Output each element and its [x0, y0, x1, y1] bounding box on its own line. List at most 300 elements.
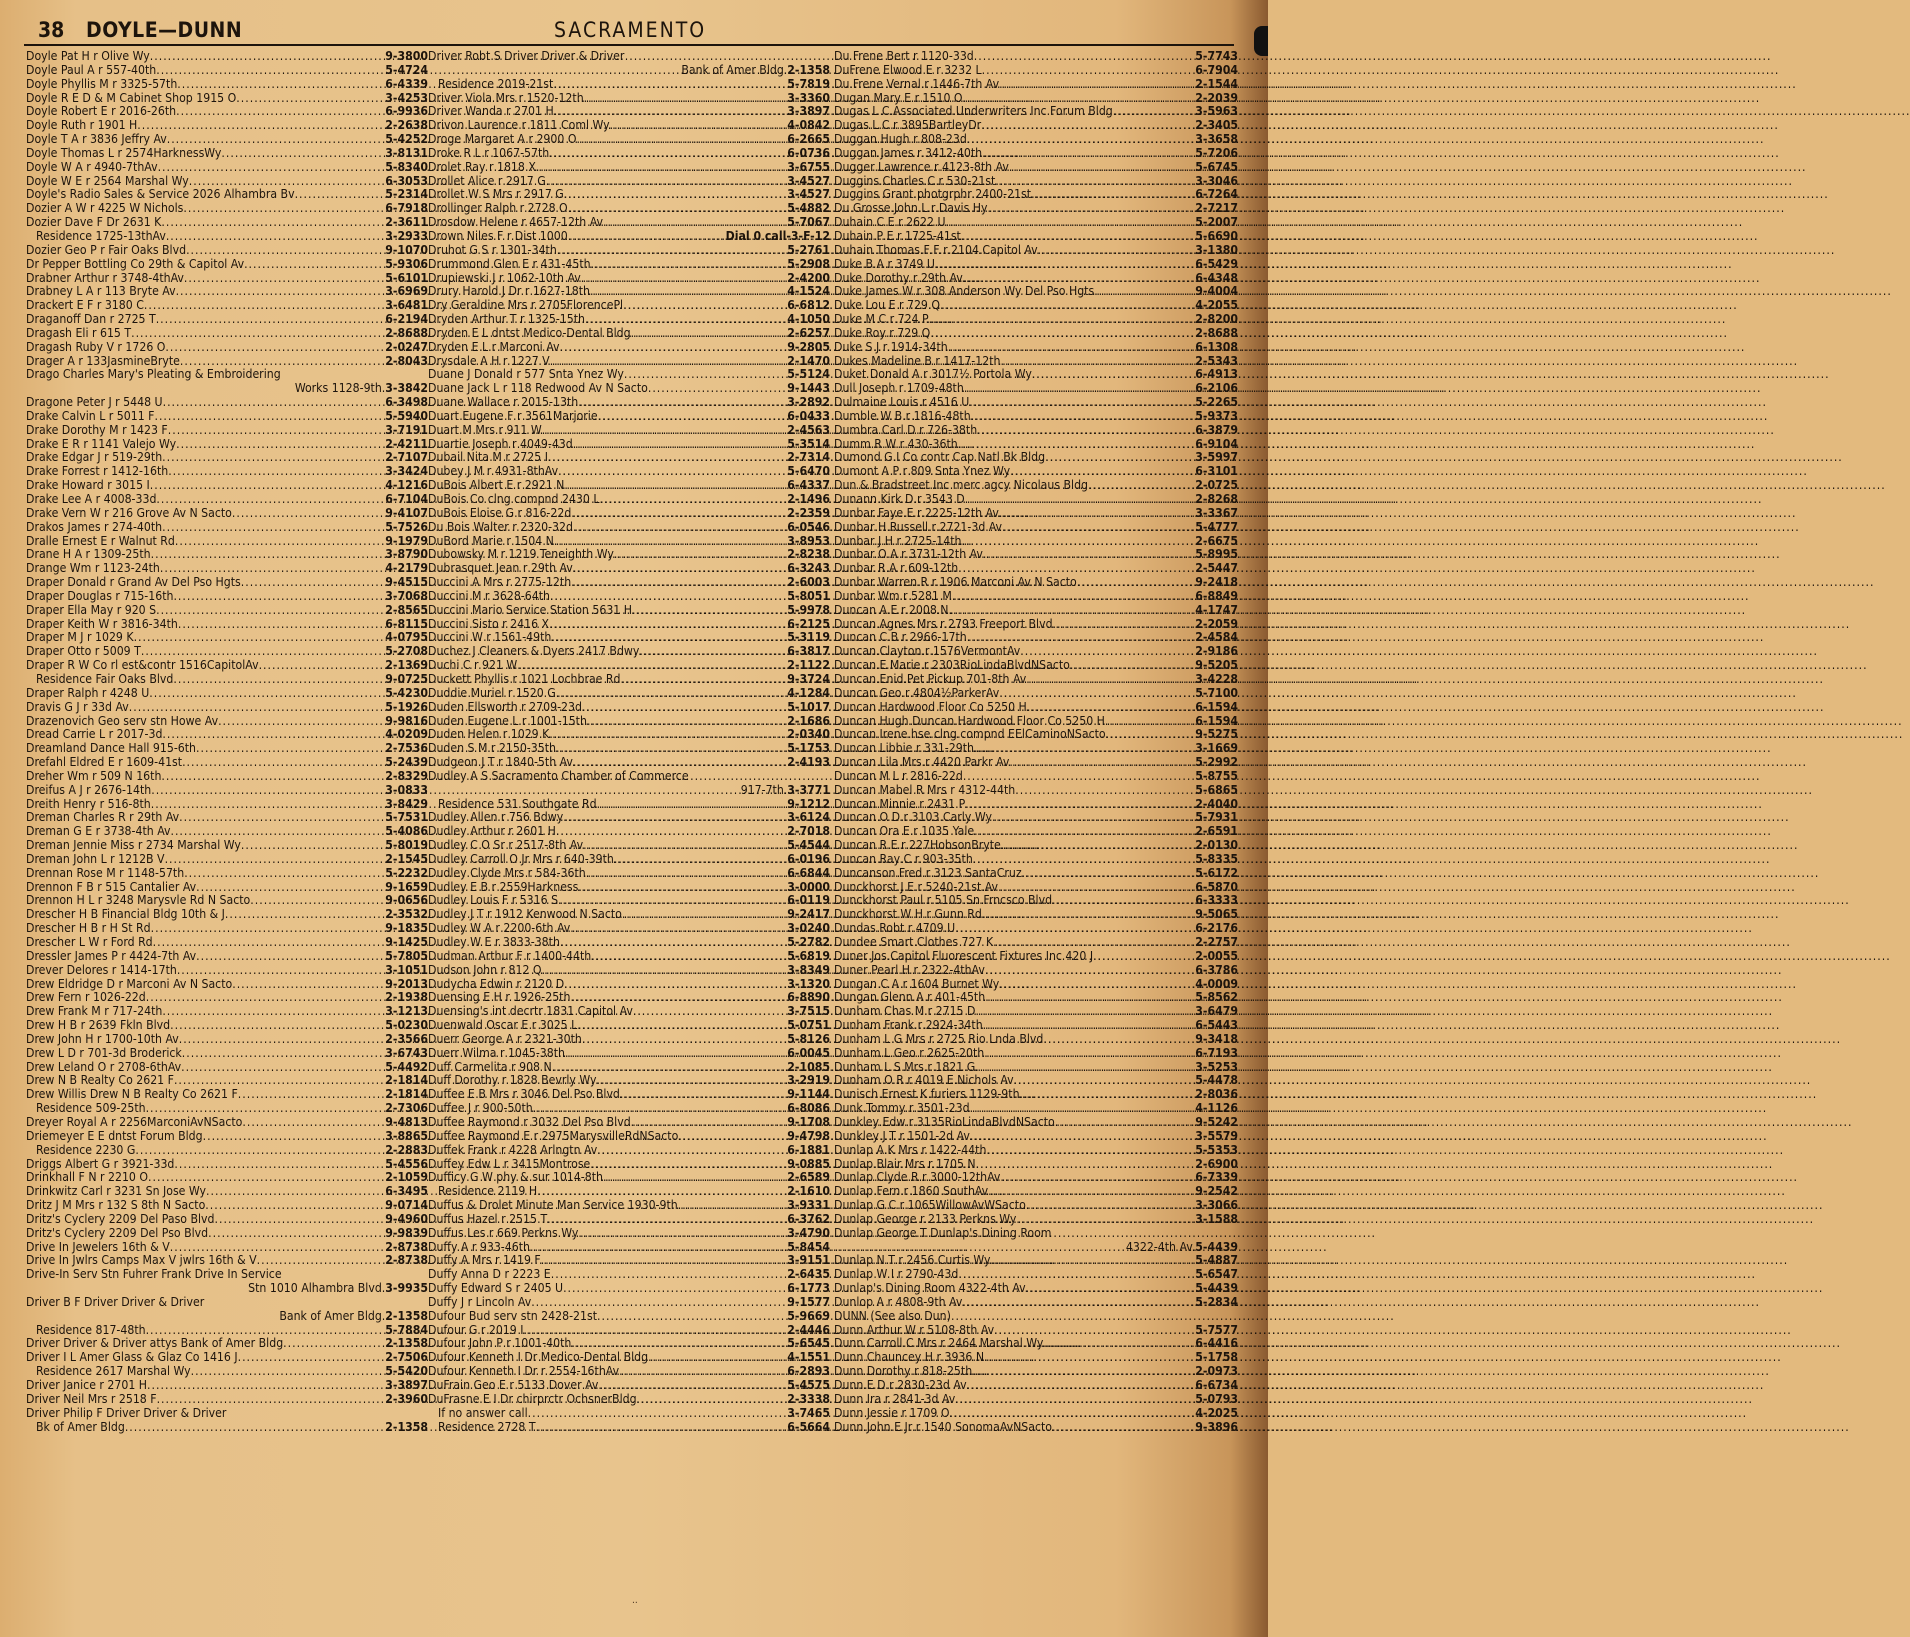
phone-number: 2-3611 [385, 215, 428, 230]
listing-name: Droge Margaret A r 2900 O [428, 132, 577, 147]
leader-dots [587, 715, 787, 729]
leader-dots [177, 964, 385, 978]
leader-dots [156, 493, 385, 507]
listing-row [834, 978, 1238, 992]
listing-row [428, 92, 830, 106]
phone-number: 9-4798 [787, 1128, 830, 1143]
phone-number: 6-2176 [1195, 921, 1238, 936]
listing-name: Dunn E D r 2830-23d Av [834, 1378, 967, 1392]
listing-name: Dunbar R A r 609-12th [834, 561, 959, 576]
leader-dots [177, 78, 385, 92]
leader-dots [146, 1324, 386, 1338]
leader-dots [156, 604, 385, 618]
phone-number: 9-5275 [1195, 727, 1238, 742]
leader-dots [590, 1158, 787, 1172]
phone-number: 2-2059 [1195, 616, 1238, 631]
listing-name: If no answer call [438, 1405, 528, 1420]
listing-name: DuBois Eloise G r 816-22d [428, 505, 572, 520]
phone-number: 5-8126 [787, 1031, 830, 1046]
leader-dots [147, 1379, 385, 1393]
listing-name: Draper Donald r Grand Av Del Pso Hgts [26, 575, 241, 590]
listing-row [26, 119, 428, 133]
phone-number: 5-1017 [787, 699, 830, 714]
listing-name: Dugas L C Associated Underwriters Inc Forum Bldg [834, 104, 1113, 119]
leader-dots [977, 424, 1195, 438]
listing-row [26, 78, 428, 92]
listing-name: Drabney L A r 113 Bryte Av [26, 284, 176, 299]
leader-dots [160, 562, 385, 576]
leader-dots [1077, 576, 1196, 590]
listing-row [26, 285, 428, 299]
listing-name: Driver Viola Mrs r 1520-12th [428, 90, 584, 105]
phone-number: 5-4439 [1195, 1239, 1238, 1254]
phone-number: 3-1380 [1195, 242, 1238, 257]
leader-dots [970, 1102, 1196, 1116]
listing-row [26, 299, 428, 313]
listing-row [834, 438, 1238, 452]
leader-dots [639, 645, 787, 659]
listing-name: Duke Roy r 729 Q [834, 325, 931, 340]
phone-number: 2-8268 [1195, 492, 1238, 506]
listing-row [428, 313, 830, 327]
listing-name: Duket Donald A r 3017½ Portola Wy [834, 367, 1032, 382]
listing-row [834, 673, 1238, 687]
leader-dots [184, 867, 385, 881]
phone-number: 6-4348 [1195, 270, 1238, 285]
phone-number: 2-7536 [385, 741, 428, 756]
listing-name: Residence 2728 T [438, 1419, 536, 1434]
listing-row [834, 410, 1238, 424]
listing-row [834, 1351, 1238, 1365]
leader-dots [571, 1337, 787, 1351]
leader-dots [144, 299, 385, 313]
listing-name: Dudycha Edwin r 2120 D [428, 976, 565, 991]
listing-name: Duhain P E r 1725-41st [834, 228, 961, 243]
listing-row [428, 396, 830, 410]
leader-dots [536, 161, 787, 175]
listing-name: Dunham Chas M r 2715 D [834, 1004, 976, 1019]
leader-dots [597, 1074, 788, 1088]
listing-row [834, 936, 1238, 950]
phone-number: 6-7104 [385, 492, 428, 506]
listing-name: Dudley J T r 1912 Kenwood N Sacto [428, 907, 622, 922]
listing-name: Dudgeon J T r 1840-5th Av [428, 755, 573, 770]
listing-row [834, 1074, 1238, 1088]
listing-row [834, 1033, 1238, 1047]
listing-name: Drollet W S Mrs r 2917 G [428, 187, 564, 202]
listing-name: DuFrene Elwood E r 3232 L [834, 62, 982, 77]
listing-row [26, 479, 428, 493]
phone-number: 6-7339 [1195, 1170, 1238, 1185]
listing-row [834, 576, 1238, 590]
phone-number: 3-1051 [385, 962, 428, 977]
leader-dots [995, 175, 1195, 189]
leader-dots [148, 1171, 385, 1185]
leader-dots [1105, 715, 1195, 729]
listing-name: DuFrain Geo E r 5133 Dover Av [428, 1378, 599, 1392]
listing-name: Bk of Amer Bldg [36, 1419, 125, 1434]
listing-name: Duccini Sisto r 2416 X [428, 616, 550, 631]
listing-name: Drew N B Realty Co 2621 F [26, 1073, 174, 1088]
phone-number: 5-8335 [1195, 851, 1238, 866]
leader-dots [619, 1365, 787, 1379]
leader-dots [983, 1019, 1196, 1033]
leader-dots [551, 1268, 788, 1282]
listing-row [26, 1241, 428, 1255]
listing-row [26, 1033, 428, 1047]
listing-row [834, 798, 1238, 812]
leader-dots [994, 1324, 1195, 1338]
phone-number: 6-5664 [787, 1419, 830, 1434]
listing-row [428, 1407, 830, 1421]
listing-name: Duffee J r 900-50th [428, 1101, 533, 1116]
phone-number: 3-7465 [787, 1405, 830, 1420]
phone-number: 4-0795 [385, 630, 428, 645]
listing-row [26, 1047, 428, 1061]
listing-row [26, 631, 428, 645]
listing-name: Dunlap Blair Mrs r 1705 N [834, 1156, 976, 1171]
leader-dots [528, 1407, 788, 1421]
phone-number: 9-9839 [385, 1225, 428, 1240]
leader-dots [530, 1241, 787, 1255]
phone-number: 6-5443 [1195, 1018, 1238, 1033]
phone-number: 6-0196 [787, 851, 830, 866]
phone-number: 3-2933 [385, 228, 428, 243]
leader-dots [225, 908, 385, 922]
leader-dots [549, 618, 787, 632]
listing-name: Dubail Nita M r 2725 I [428, 450, 548, 465]
leader-dots [1088, 479, 1195, 493]
listing-name: Dritz's Cyclery 2209 Del Pso Blvd [26, 1225, 209, 1240]
leader-dots [591, 950, 787, 964]
listing-row [428, 272, 830, 286]
leader-dots [1026, 673, 1195, 687]
listing-row [428, 728, 830, 742]
phone-number: 6-0546 [787, 519, 830, 534]
leader-dots [678, 1130, 787, 1144]
listing-name: Dragash Ruby V r 1726 O [26, 339, 166, 354]
listing-row [834, 507, 1238, 521]
listing-row [26, 687, 428, 701]
listing-name: Duart Eugene F r 3561Marjorie [428, 408, 598, 423]
leader-dots [975, 1005, 1195, 1019]
listing-name: Duncan Ray C r 903-35th [834, 851, 973, 866]
listing-name: Duncan Hardwood Floor Co 5250 H [834, 699, 1027, 714]
leader-dots [940, 299, 1195, 313]
leader-dots [573, 562, 787, 576]
listing-row [428, 991, 830, 1005]
phone-number: 6-4337 [787, 478, 830, 493]
listing-name: Duncan A E r 2008 N [834, 602, 949, 617]
phone-number: 5-4439 [1195, 1281, 1238, 1296]
phone-number: 4-1524 [787, 284, 830, 299]
phone-number: 5-6745 [1195, 159, 1238, 174]
phone-number: 5-6545 [787, 1336, 830, 1351]
phone-number: 6-3817 [787, 644, 830, 659]
listing-row [26, 327, 428, 341]
leader-dots [560, 936, 787, 950]
listing-row [834, 1061, 1238, 1075]
phone-number: 5-9669 [787, 1308, 830, 1323]
listing-row [834, 1324, 1238, 1338]
listing-name: Doyle's Radio Sales & Service 2026 Alhambra Bv [26, 187, 295, 202]
listing-name: Duner Pearl H r 2322-4thAv [834, 962, 985, 977]
phone-number: 9-4515 [385, 575, 428, 590]
phone-number: 2-3405 [1195, 118, 1238, 133]
phone-number: 2-3532 [385, 907, 428, 922]
leader-dots [967, 1379, 1196, 1393]
leader-dots [564, 978, 787, 992]
leader-dots [1055, 1116, 1196, 1130]
phone-number: 5-3514 [787, 436, 830, 451]
phone-number: 2-1470 [787, 353, 830, 368]
listing-name: Dun & Bradstreet Inc merc agcy Nicolaus Bldg [834, 478, 1089, 493]
leader-dots [533, 1102, 788, 1116]
listing-name: Draganoff Dan r 2725 T [26, 312, 156, 327]
leader-dots [182, 1047, 386, 1061]
leader-dots [241, 576, 386, 590]
leader-dots [648, 382, 787, 396]
phone-number: 9-5242 [1195, 1114, 1238, 1129]
listing-name: Residence 531 Southgate Rd [438, 796, 597, 811]
leader-dots [1070, 659, 1195, 673]
listing-row [834, 1365, 1238, 1379]
leader-dots [948, 604, 1195, 618]
phone-number: 3-8131 [385, 145, 428, 160]
listing-row [428, 1227, 830, 1241]
phone-number: 4-1551 [787, 1350, 830, 1365]
listing-name: Duggan James r 3412-40th [834, 145, 983, 160]
phone-number: 6-0433 [787, 408, 830, 423]
listing-row [834, 742, 1238, 756]
phone-number: 3-6481 [385, 298, 428, 313]
listing-name: Duncanson Fred r 3123 SantaCruz [834, 865, 1022, 880]
leader-dots [988, 1185, 1195, 1199]
listing-row [428, 701, 830, 715]
leader-dots [167, 133, 386, 147]
listing-name: Duncan Lila Mrs r 4420 Parkr Av [834, 755, 1010, 770]
listing-name: Drabner Arthur r 3748-4thAv [26, 270, 184, 285]
listing-name: Duke Lou E r 729 Q [834, 298, 940, 313]
listing-name: Dunbar J H r 2725-14th [834, 533, 962, 548]
listing-row [834, 230, 1238, 244]
listing-row [26, 562, 428, 576]
listing-name: Drive-In Serv Stn Fuhrer Frank Drive In Service [26, 1267, 282, 1282]
listing-row [428, 355, 830, 369]
listing-row [428, 1033, 830, 1047]
listing-row [26, 1116, 428, 1130]
listing-row [834, 770, 1238, 784]
leader-dots [568, 230, 726, 244]
listing-name: Duncan M L r 2816-22d [834, 768, 963, 783]
phone-number: 4-1126 [1195, 1101, 1238, 1116]
phone-number: 3-3424 [385, 464, 428, 479]
listing-row [834, 964, 1238, 978]
listing-row [26, 1310, 428, 1324]
listing-name: Dunkley Edw r 3135RioLindaBlvdNSacto [834, 1114, 1055, 1129]
leader-dots [591, 258, 788, 272]
listing-name: Duffee E B Mrs r 3046 Del Pso Blvd [428, 1087, 620, 1102]
listing-name: Doyle Paul A r 557-40th [26, 62, 157, 77]
listing-row [834, 1005, 1238, 1019]
phone-number: 2-1938 [385, 990, 428, 1005]
listing-name: Dunham L G Mrs r 2725 Rio Lnda Blvd [834, 1031, 1044, 1046]
leader-dots [998, 881, 1195, 895]
leader-dots [542, 964, 788, 978]
listing-name: Du Frene Vernal r 1446-7th Av [834, 76, 1000, 91]
leader-dots [196, 950, 385, 964]
listing-row [834, 922, 1238, 936]
leader-dots [963, 770, 1195, 784]
listing-name: Dunlap W I r 2790-43d [834, 1267, 959, 1282]
listing-row [428, 576, 830, 590]
listing-row [834, 1185, 1238, 1199]
listing-row [428, 825, 830, 839]
listing-row [428, 1158, 830, 1172]
listing-row [834, 825, 1238, 839]
listing-name: Driemeyer E E dntst Forum Bldg [26, 1128, 203, 1143]
listing-name: Duncan Geo r 4804½ParkerAv [834, 685, 1000, 700]
listing-row [26, 451, 428, 465]
listing-name: Drinkwitz Carl r 3231 Sn Jose Wy [26, 1184, 207, 1199]
phone-number: 6-2125 [787, 616, 830, 631]
leader-dots [631, 327, 788, 341]
listing-name: DuBois Co clng compnd 2430 L [428, 492, 600, 506]
listing-name: Drescher H B r H St Rd [26, 921, 151, 936]
listing-name: Draper M J r 1029 K [26, 630, 134, 645]
phone-number: 6-5429 [1195, 256, 1238, 271]
listing-row [26, 645, 428, 659]
leader-dots [257, 1254, 386, 1268]
listing-row [428, 1421, 830, 1435]
leader-dots [150, 479, 386, 493]
listing-name: Dumond G I Co contr Cap Natl Bk Bldg [834, 450, 1046, 465]
listing-name: Dudley W A r 2200-6th Av [428, 921, 571, 936]
phone-number: 3-2892 [787, 395, 830, 410]
directory-column-1 [26, 50, 428, 1630]
listing-row [834, 562, 1238, 576]
phone-number: 6-1308 [1195, 339, 1238, 354]
phone-number: 2-7306 [385, 1101, 428, 1116]
leader-dots [1015, 784, 1195, 798]
listing-row [428, 908, 830, 922]
phone-number: 2-7314 [787, 450, 830, 465]
phone-number: 5-4777 [1195, 519, 1238, 534]
listing-name: Doyle Pat H r Olive Wy [26, 49, 150, 63]
listing-name: Duncan Enid Pet Pickup 701-8th Av [834, 671, 1027, 686]
listing-name: Dunlap Clyde R r 3000-12thAv [834, 1170, 1001, 1185]
listing-row [834, 535, 1238, 549]
phone-number: 5-8755 [1195, 768, 1238, 783]
phone-number: 5-8051 [787, 588, 830, 603]
leader-dots [549, 728, 787, 742]
listing-row [26, 230, 428, 244]
leader-dots [571, 507, 787, 521]
listing-name: Driggs Albert G r 3921-33d [26, 1156, 175, 1171]
phone-number: 6-5870 [1195, 879, 1238, 894]
phone-number: 5-3119 [787, 630, 830, 645]
phone-number: 2-3960 [385, 1391, 428, 1406]
listing-name: Dunn Chauncey H r 3936 N [834, 1350, 985, 1365]
listing-row [26, 825, 428, 839]
listing-row [26, 313, 428, 327]
leader-dots [930, 327, 1195, 341]
phone-number: 2-8043 [385, 353, 428, 368]
listing-name: Drive In Jwlrs Camps Max V jwlrs 16th & V [26, 1253, 257, 1268]
listing-row [834, 1213, 1238, 1227]
phone-number: Dial 0 call-3-F-12 [725, 228, 830, 243]
phone-number: 2-1358 [385, 1308, 428, 1323]
listing-name: Dunk Tommy r 3501-23d [834, 1101, 970, 1116]
leader-dots [1002, 521, 1195, 535]
leader-dots [583, 839, 787, 853]
listing-name: Droke R L r 1067-57th [428, 145, 550, 160]
phone-number: 5-7206 [1195, 145, 1238, 160]
listing-row [26, 1407, 428, 1421]
listing-row [834, 1116, 1238, 1130]
listing-name: Dufour G r 2019 I [428, 1322, 524, 1337]
listing-row [834, 908, 1238, 922]
phone-number: 5-4086 [385, 824, 428, 839]
leader-dots [948, 341, 1196, 355]
phone-number: 5-2834 [1195, 1294, 1238, 1309]
leader-dots [158, 161, 386, 175]
listing-row [428, 133, 830, 147]
listing-name: Duncan Agnes Mrs r 2793 Freeport Blvd [834, 616, 1053, 631]
listing-row [26, 368, 428, 382]
listing-row [834, 659, 1238, 673]
listing-row [834, 368, 1238, 382]
listing-name: Driver I L Amer Glass & Glaz Co 1416 J [26, 1350, 238, 1365]
listing-name: Drennon F B r 515 Cantalier Av [26, 879, 197, 894]
phone-number: 5-7884 [385, 1322, 428, 1337]
leader-dots [582, 1033, 787, 1047]
listing-name: Dreman Charles R r 29th Av [26, 810, 180, 825]
phone-number: 6-0736 [787, 145, 830, 160]
listing-name: Duerr George A r 2321-30th [428, 1031, 582, 1046]
listing-row [428, 1074, 830, 1088]
leader-dots [196, 881, 385, 895]
leader-dots [1038, 244, 1196, 258]
listing-name: Duccini A Mrs r 2775-12th [428, 575, 572, 590]
listing-row [834, 327, 1238, 341]
leader-dots [578, 1227, 787, 1241]
listing-name: Duccini W r 1561-49th [428, 630, 552, 645]
listing-name: Dunbar Faye E r 2225-12th Av [834, 505, 999, 520]
phone-number: 2-9186 [1195, 644, 1238, 659]
leader-dots [523, 1324, 787, 1338]
listing-row [26, 811, 428, 825]
listing-name: Drive In Jewelers 16th & V [26, 1239, 170, 1254]
phone-number: 6-1594 [1195, 699, 1238, 714]
listing-row [428, 216, 830, 230]
listing-row [834, 715, 1238, 729]
listing-row [428, 105, 830, 119]
listing-name: Duffy Anna D r 2223 E [428, 1267, 551, 1282]
phone-number: 2-2883 [385, 1142, 428, 1157]
leader-dots [236, 92, 385, 106]
phone-number: 4-0842 [787, 118, 830, 133]
listing-name: Duncan Hugh Duncan Hardwood Floor Co 5250 H [834, 713, 1105, 728]
phone-number: 2-3566 [385, 1031, 428, 1046]
listing-name: Dreith Henry r 516-8th [26, 796, 151, 811]
leader-dots [563, 811, 787, 825]
phone-number: 9-5065 [1195, 907, 1238, 922]
listing-name: Drake Vern W r 216 Grove Av N Sacto [26, 505, 232, 520]
leader-dots [176, 285, 386, 299]
listing-name: Duhain C E r 2622 U [834, 215, 946, 230]
listing-name: Dufour John P r 1001-40th [428, 1336, 572, 1351]
